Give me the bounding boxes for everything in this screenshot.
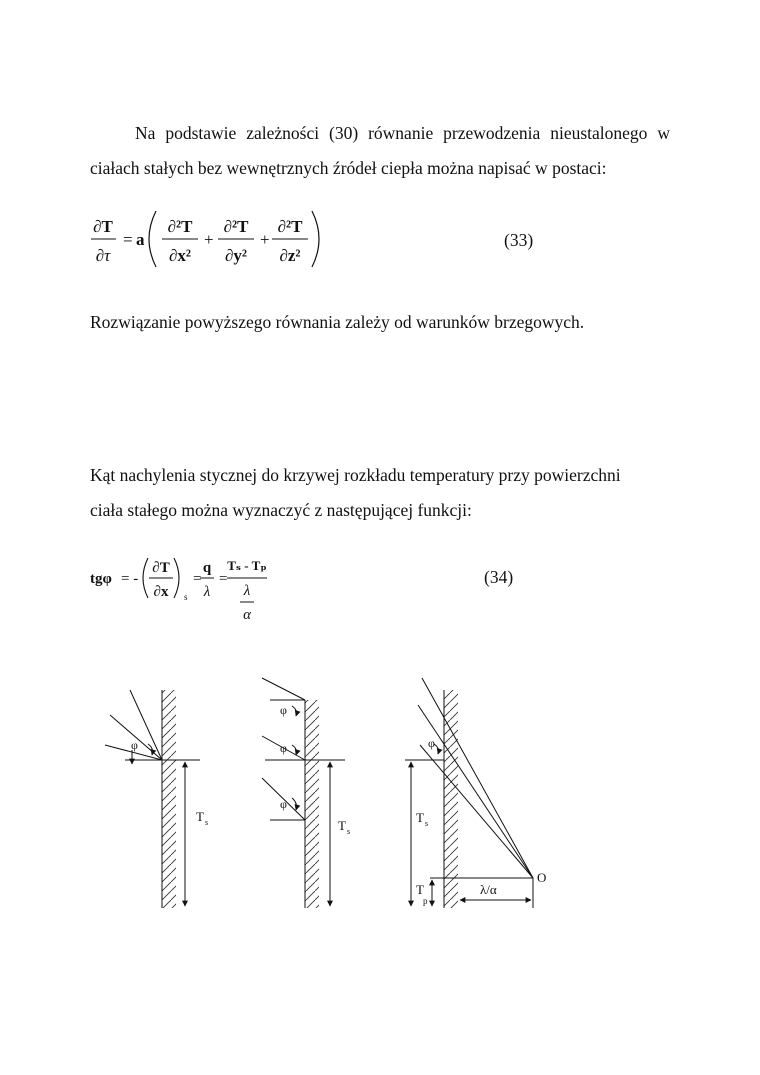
eq34-subscript-s: s (184, 592, 188, 602)
eq33-plus-1: + (204, 230, 214, 249)
wall-hatching-2 (305, 700, 319, 908)
tangent-line-3c (420, 745, 533, 878)
eq34-left-paren (143, 558, 148, 598)
eq33-left-paren (149, 211, 156, 267)
eq33-lhs-numerator: ∂T (93, 217, 113, 236)
eq33-plus-2: + (260, 230, 270, 249)
ts-sub-2: s (347, 827, 351, 836)
eq34-equals-2: = (219, 571, 228, 587)
eq34-equals-minus: = - (121, 571, 139, 587)
eq33-term1-denominator: ∂x² (169, 246, 191, 265)
equation-33 (80, 205, 550, 275)
wall-hatching-1 (162, 690, 176, 908)
point-o-label: O (537, 870, 547, 885)
tangent-line-3b (418, 705, 533, 878)
wall-hatching-3 (444, 690, 458, 908)
ts-label-2: T (338, 818, 346, 833)
eq33-right-paren (312, 211, 319, 267)
phi-label-2c: φ (280, 797, 287, 811)
eq34-equals-1: = (193, 571, 202, 587)
eq34-lambda-1: λ (203, 584, 211, 600)
eq33-term2-denominator: ∂y² (225, 246, 247, 265)
paragraph-intro-line-2: ciałach stałych bez wewnętrznych źródeł ciepła można napisać w postaci: (90, 158, 607, 178)
eq33-equals: = (123, 230, 133, 249)
paragraph-solution: Rozwiązanie powyższego równania zależy od warunków brzegowych. (90, 312, 585, 332)
phi-label-2a: φ (280, 703, 287, 717)
eq34-lambda-2: λ (243, 583, 251, 599)
phi-label-3: φ (428, 736, 435, 750)
figure-tangent-diagrams (0, 665, 760, 930)
paragraph-intro-line-1: Na podstawie zależności (30) równanie przewodzenia nieustalonego w (135, 123, 670, 143)
eq34-ts-tp: Tₛ - Tₚ (227, 558, 267, 573)
ts-label-3: T (416, 810, 424, 825)
eq33-term3-numerator: ∂²T (277, 217, 303, 236)
diagram-panel-3 (405, 678, 533, 908)
tangent-line-2a (262, 678, 305, 700)
phi-arc-2a (292, 706, 297, 716)
eq33-coefficient-a: a (136, 230, 145, 249)
eq33-term3-denominator: ∂z² (279, 246, 301, 265)
paragraph-tangent-line-2: ciała stałego można wyznaczyć z następującej funkcji: (90, 500, 472, 520)
eq33-lhs-denominator: ∂τ (95, 246, 111, 265)
diagram-panel-1 (105, 690, 200, 908)
ts-label-1: T (196, 809, 204, 824)
diagram-panel-2 (262, 678, 345, 908)
tangent-line-3a (422, 678, 533, 878)
tp-label-3: T (416, 882, 424, 897)
paragraph-intro (90, 116, 670, 186)
eq34-frac-numerator: ∂T (152, 560, 170, 576)
paragraph-tangent (90, 458, 621, 528)
eq34-q: q (202, 560, 212, 576)
eq34-lhs: tgφ (90, 571, 112, 587)
phi-label-2b: φ (280, 741, 287, 755)
lambda-alpha-label: λ/α (480, 882, 497, 897)
equation-34 (85, 550, 535, 625)
eq34-right-paren (174, 558, 179, 598)
paragraph-tangent-line-1: Kąt nachylenia stycznej do krzywej rozkładu temperatury przy powierzchni (90, 465, 621, 485)
tp-sub-3: p (423, 896, 428, 906)
eq34-number: (34) (484, 567, 514, 587)
eq33-term1-numerator: ∂²T (167, 217, 193, 236)
eq34-frac-denominator: ∂x (153, 584, 169, 600)
eq34-alpha: α (243, 607, 251, 623)
eq33-term2-numerator: ∂²T (223, 217, 249, 236)
ts-sub-1: s (205, 818, 209, 827)
eq33-number: (33) (504, 230, 534, 250)
phi-label-1: φ (131, 738, 138, 752)
ts-sub-3: s (425, 819, 429, 828)
